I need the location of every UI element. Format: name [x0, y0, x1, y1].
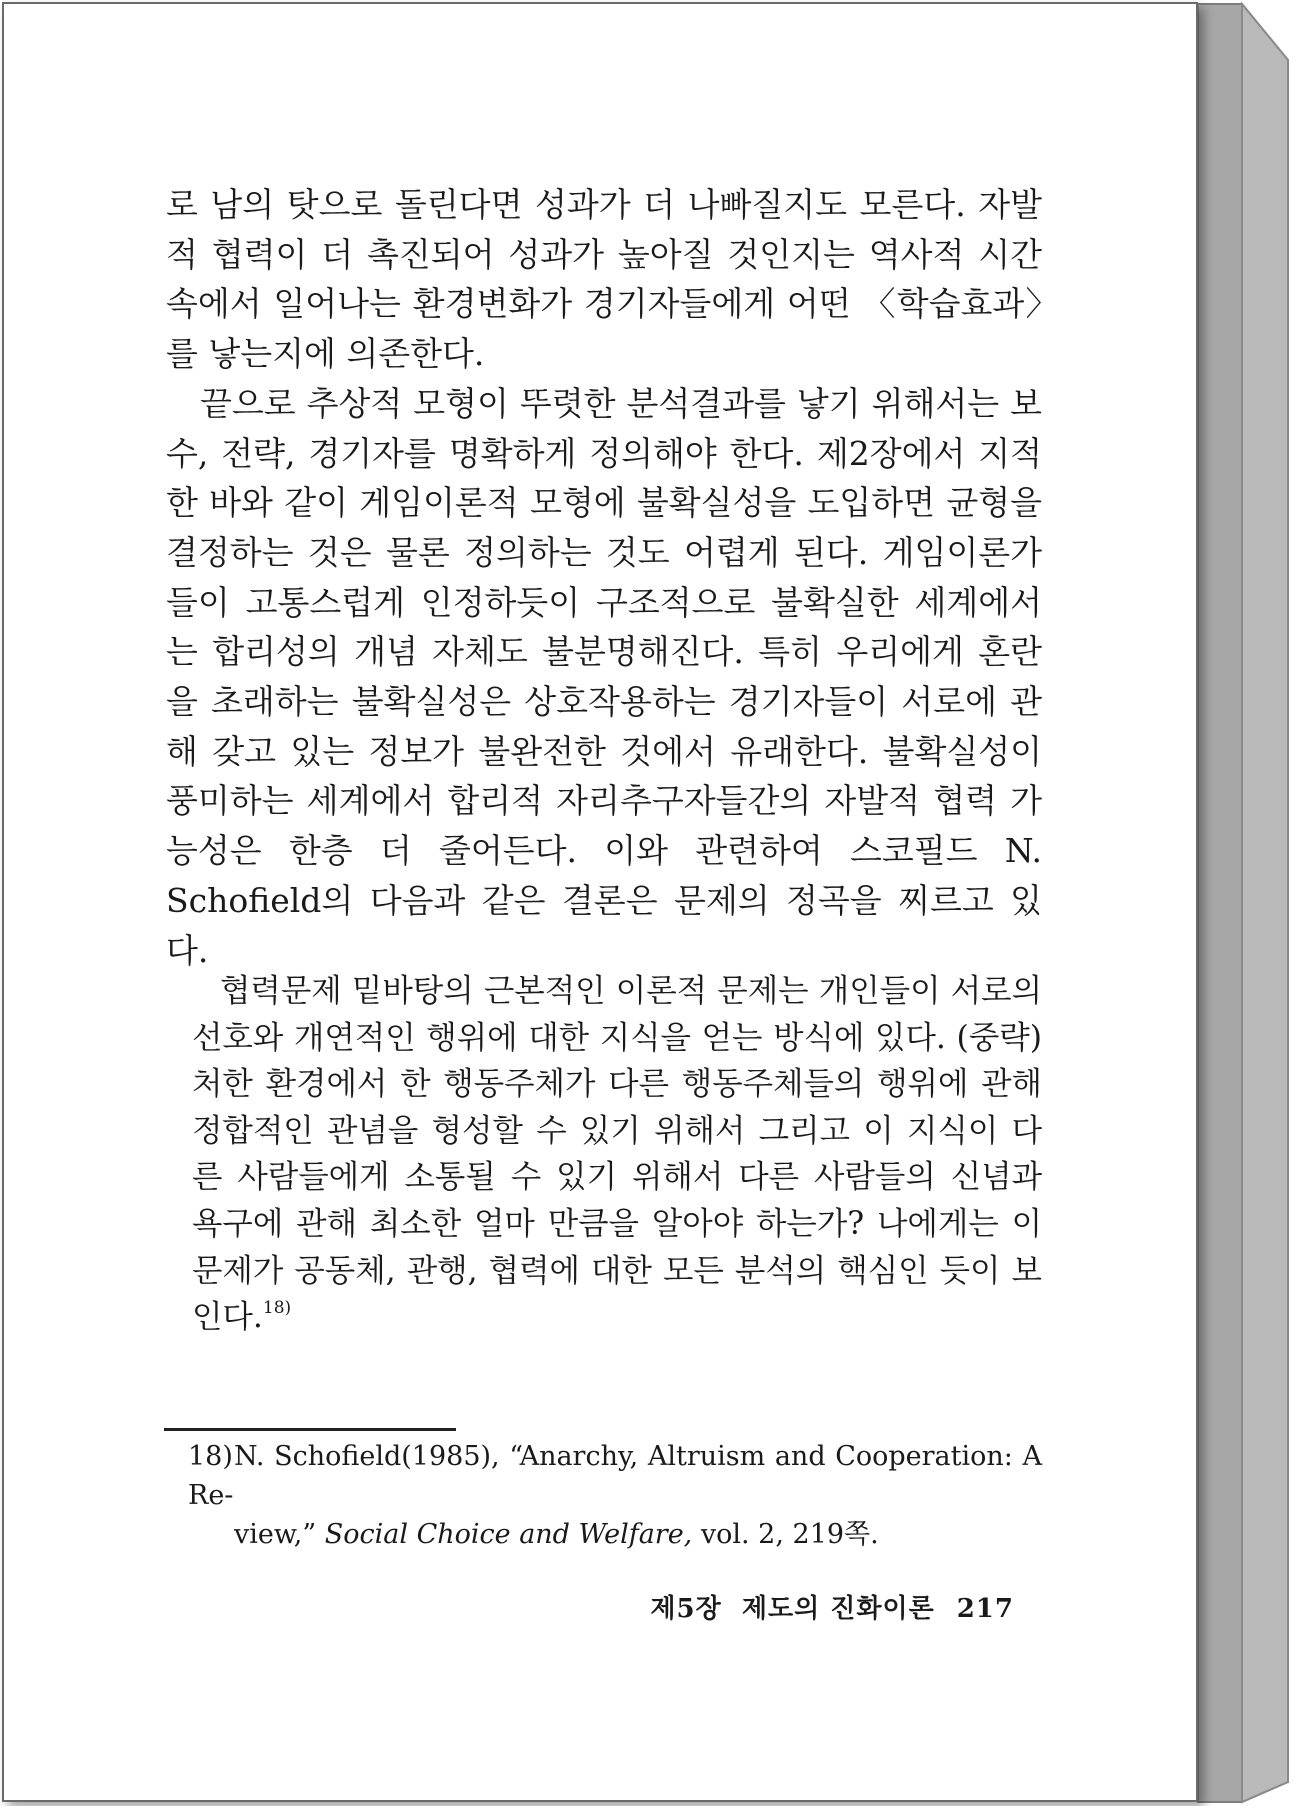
body-text: [166, 180, 1042, 975]
footnote-line-2-start: view,”: [234, 1519, 325, 1550]
chapter-title: 제5장 제도의 진화이론: [650, 1594, 935, 1624]
footnote-18: [188, 1437, 1042, 1554]
journal-title: Social Choice and Welfare,: [324, 1519, 693, 1550]
paragraph-1: 로 남의 탓으로 돌린다면 성과가 더 나빠질지도 모른다. 자발적 협력이 더 촉진되어 성과가 높아질 것인지는 역사적 시간 속에서 일어나는 환경변화가 경기자들에게 어떤 〈학습효과〉를 낳는지에 의존한다.: [166, 185, 1042, 374]
footnote-line-1: N. Schofield(1985), “Anarchy, Altruism and Cooperation: A Re-: [188, 1441, 1042, 1511]
page-number: 217: [956, 1594, 1014, 1624]
quote-text: 협력문제 밑바탕의 근본적인 이론적 문제는 개인들이 서로의 선호와 개연적인 행위에 대한 지식을 얻는 방식에 있다. (중략) 처한 환경에서 한 행동주체가 다른 행동주체들의 행위에 관해 정합적인 관념을 형성할 수 있기 위해서 그리고 이 지식이 다른 사람들에게 소통될 수 있기 위해서 다른 사람들의 신념과 욕구에 관해 최소한 얼마 만큼을 알아야 하는가? 나에게는 이 문제가 공동체, 관행, 협력에 대한 모든 분석의 핵심인 듯이 보인다.: [192, 973, 1042, 1336]
running-footer: [650, 1588, 1014, 1625]
block-quote: [192, 968, 1042, 1341]
footnote-reference: 18): [262, 1298, 292, 1319]
paragraph-2: 끝으로 추상적 모형이 뚜렷한 분석결과를 낳기 위해서는 보수, 전략, 경기자를 명확하게 정의해야 한다. 제2장에서 지적한 바와 같이 게임이론적 모형에 불확실성을 도입하면 균형을 결정하는 것은 물론 정의하는 것도 어렵게 된다. 게임이론가들이 고통스럽게 인정하듯이 구조적으로 불확실한 세계에서는 합리성의 개념 자체도 불분명해진다. 특히 우리에게 혼란을 초래하는 불확실성은 상호작용하는 경기자들이 서로에 관해 갖고 있는 정보가 불완전한 것에서 유래한다. 불확실성이 풍미하는 세계에서 합리적 자리추구자들간의 자발적 협력 가능성은 한층 더 줄어든다. 이와 관련하여 스코필드 N. Schofield의 다음과 같은 결론은 문제의 정곡을 찌르고 있다.: [166, 383, 1042, 970]
footnote-number: 18): [188, 1441, 233, 1472]
book-thickness-edge: [1190, 0, 1300, 1806]
footnote-rule: [164, 1428, 456, 1431]
footnote-line-2: [188, 1515, 1042, 1554]
footnote-line-2-end: vol. 2, 219쪽.: [692, 1519, 879, 1550]
